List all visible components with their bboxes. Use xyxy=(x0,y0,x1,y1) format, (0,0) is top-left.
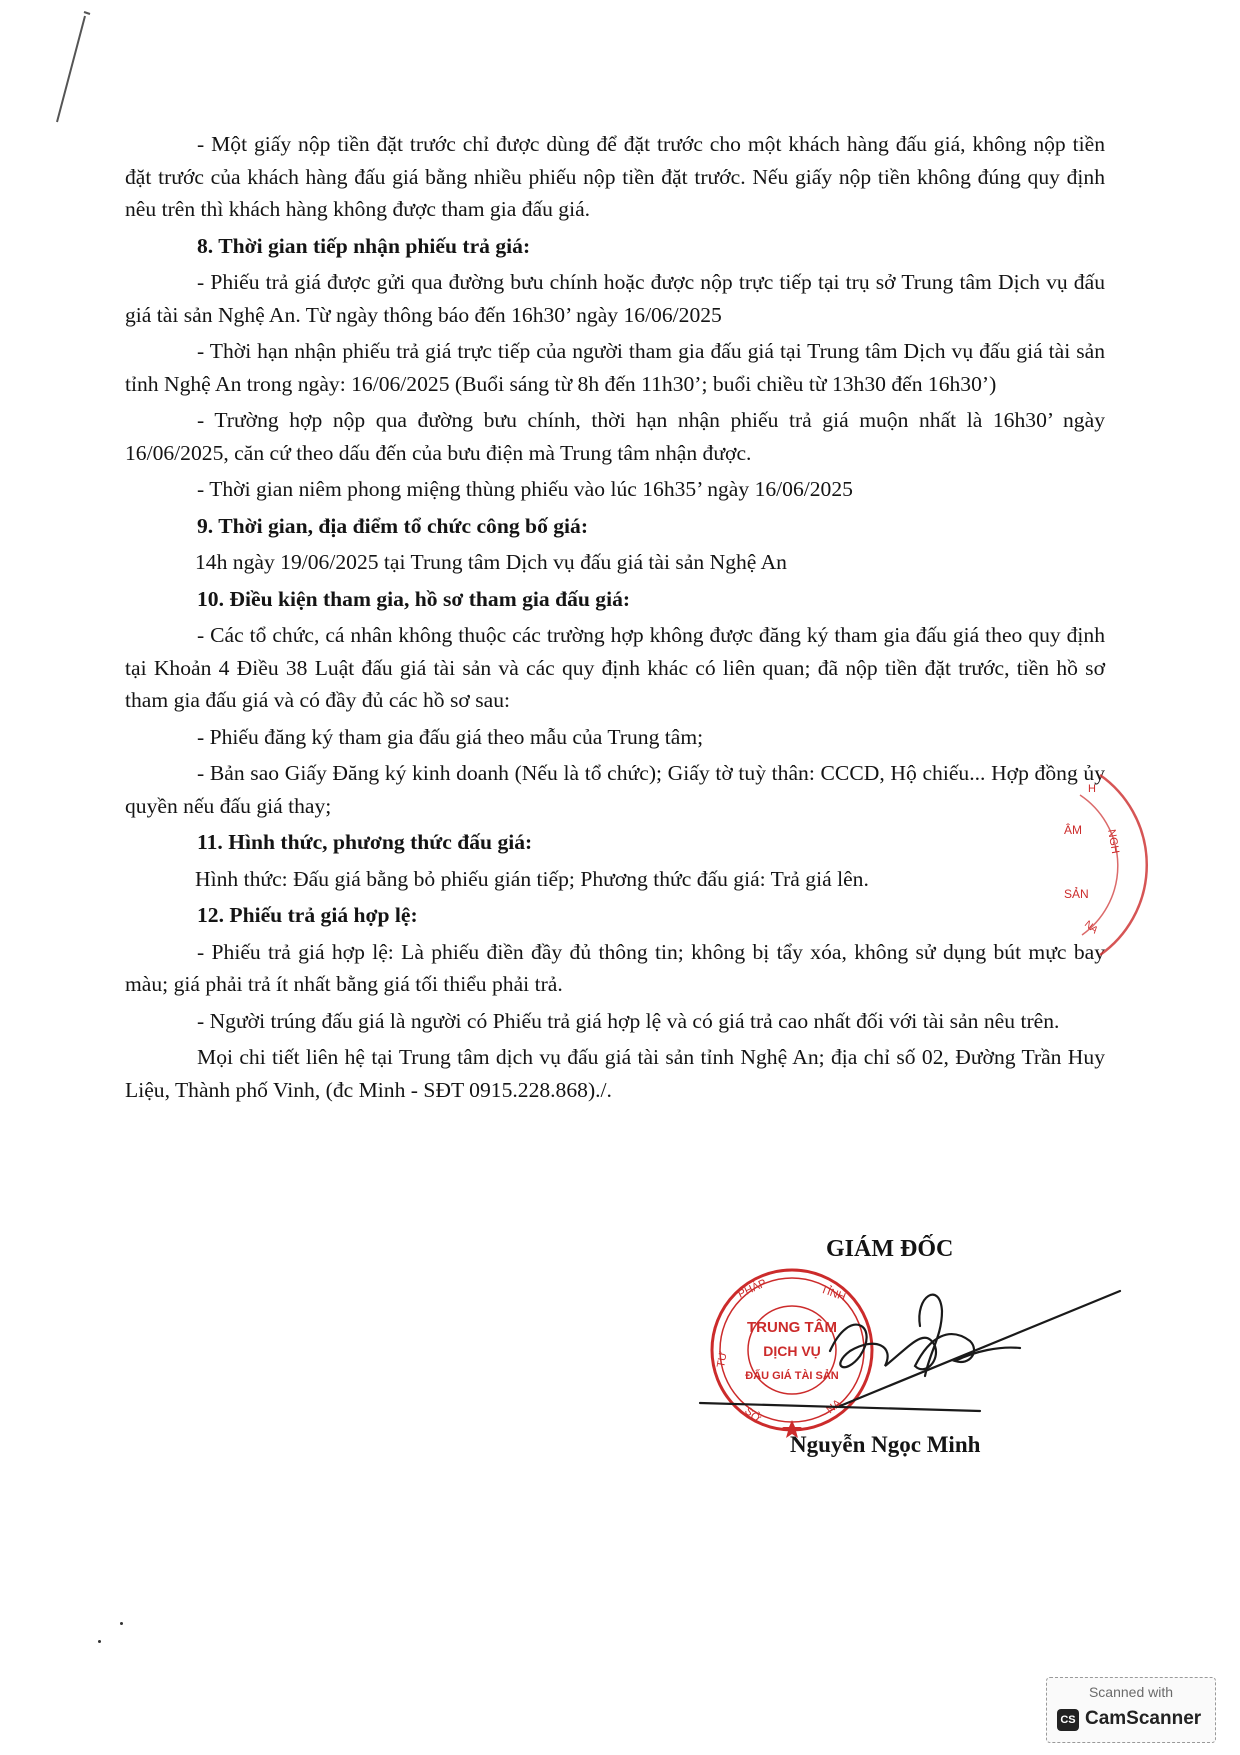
section-heading: 9. Thời gian, địa điểm tổ chức công bố giá: xyxy=(197,513,589,538)
stamp-line-3: ĐẤU GIÁ TÀI SẢN xyxy=(745,1370,839,1382)
scan-artifact-line xyxy=(52,10,92,125)
paragraph: - Các tổ chức, cá nhân không thuộc các trường hợp không được đăng ký tham gia đấu giá theo quy định tại Khoản 4 Điều 38 Luật đấu giá tài sản và các quy định khác có liên quan; đã nộp tiền đặt trước, tiền hồ sơ tham gia đấu giá và có đầy đủ các hồ sơ sau: xyxy=(125,623,1105,712)
side-stamp-text-ngh: NGH xyxy=(1105,828,1122,855)
scan-speck xyxy=(120,1622,123,1625)
side-stamp-fragment xyxy=(1060,770,1150,960)
paragraph: - Một giấy nộp tiền đặt trước chỉ được dùng để đặt trước cho một khách hàng đấu giá, không nộp tiền đặt trước của khách hàng đấu giá bằng nhiều phiếu nộp tiền đặt trước. Nếu giấy nộp tiền không đúng quy định nêu trên thì khách hàng không được tham gia đấu giá. xyxy=(125,132,1105,221)
section-heading: 8. Thời gian tiếp nhận phiếu trả giá: xyxy=(197,233,531,258)
stamp-line-2: DỊCH VỤ xyxy=(763,1343,821,1359)
side-stamp-text-am: ÂM xyxy=(1064,823,1082,837)
paragraph: - Phiếu đăng ký tham gia đấu giá theo mẫu của Trung tâm; xyxy=(197,724,704,749)
paragraph: - Thời hạn nhận phiếu trả giá trực tiếp của người tham gia đấu giá tại Trung tâm Dịch vụ đấu giá tài sản tỉnh Nghệ An trong ngày: 16/06/2025 (Buổi sáng từ 8h đến 11h30’; buổi chiều từ 13h30 đến 16h30’) xyxy=(125,339,1105,396)
paragraph: - Người trúng đấu giá là người có Phiếu trả giá hợp lệ và có giá trả cao nhất đối với tài sản nêu trên. xyxy=(197,1008,1060,1033)
stamp-ring-left: TƯ xyxy=(715,1350,730,1369)
section-heading: 12. Phiếu trả giá hợp lệ: xyxy=(197,903,418,927)
signature-title: GIÁM ĐỐC xyxy=(826,1236,954,1262)
signature-block xyxy=(680,1236,1160,1466)
scan-speck xyxy=(98,1640,101,1643)
side-stamp-text-san: SẢN xyxy=(1064,887,1089,901)
paragraph: - Bản sao Giấy Đăng ký kinh doanh (Nếu là tổ chức); Giấy tờ tuỳ thân: CCCD, Hộ chiếu... Hợp đồng ủy quyền nếu đấu giá thay; xyxy=(125,761,1105,818)
paragraph: - Phiếu trả giá hợp lệ: Là phiếu điền đầy đủ thông tin; không bị tẩy xóa, không sử dụng bút mực bay màu; giá phải trả ít nhất bằng giá tối thiểu phải trả. xyxy=(125,939,1105,996)
camscanner-watermark xyxy=(1046,1677,1216,1743)
document-body xyxy=(125,128,1105,1110)
signer-name: Nguyễn Ngọc Minh xyxy=(790,1432,981,1457)
stamp-ring-bottom-right: NA xyxy=(824,1397,844,1417)
watermark-caption: Scanned with xyxy=(1088,1684,1174,1700)
side-stamp-text-na: NA xyxy=(1082,918,1100,937)
camscanner-logo-icon: CS xyxy=(1057,1709,1079,1731)
paragraph: 14h ngày 19/06/2025 tại Trung tâm Dịch vụ đấu giá tài sản Nghệ An xyxy=(195,550,787,574)
paragraph: - Thời gian niêm phong miệng thùng phiếu vào lúc 16h35’ ngày 16/06/2025 xyxy=(197,477,853,501)
side-stamp-text-h: H xyxy=(1088,783,1096,795)
paragraph: Mọi chi tiết liên hệ tại Trung tâm dịch vụ đấu giá tài sản tỉnh Nghệ An; địa chỉ số 02, Đường Trần Huy Liệu, Thành phố Vinh, (đc Minh - SĐT 0915.228.868)./. xyxy=(125,1045,1105,1102)
paragraph: - Trường hợp nộp qua đường bưu chính, thời hạn nhận phiếu trả giá muộn nhất là 16h30’ ngày 16/06/2025, căn cứ theo dấu đến của bưu điện mà Trung tâm nhận được. xyxy=(125,408,1105,465)
section-heading: 11. Hình thức, phương thức đấu giá: xyxy=(197,830,533,854)
stamp-ring-bottom-left: SỞ xyxy=(742,1405,763,1426)
section-heading: 10. Điều kiện tham gia, hồ sơ tham gia đấu giá: xyxy=(197,586,631,611)
stamp-line-1: TRUNG TÂM xyxy=(747,1319,837,1336)
paragraph: - Phiếu trả giá được gửi qua đường bưu chính hoặc được nộp trực tiếp tại trụ sở Trung tâm Dịch vụ đấu giá tài sản Nghệ An. Từ ngày thông báo đến 16h30’ ngày 16/06/2025 xyxy=(125,270,1105,327)
stamp-ring-top-left: PHÁP xyxy=(736,1277,769,1301)
watermark-brand: CamScanner xyxy=(1085,1708,1202,1729)
paragraph: Hình thức: Đấu giá bằng bỏ phiếu gián tiếp; Phương thức đấu giá: Trả giá lên. xyxy=(195,866,869,891)
stamp-ring-top-right: TỈNH xyxy=(818,1283,848,1304)
